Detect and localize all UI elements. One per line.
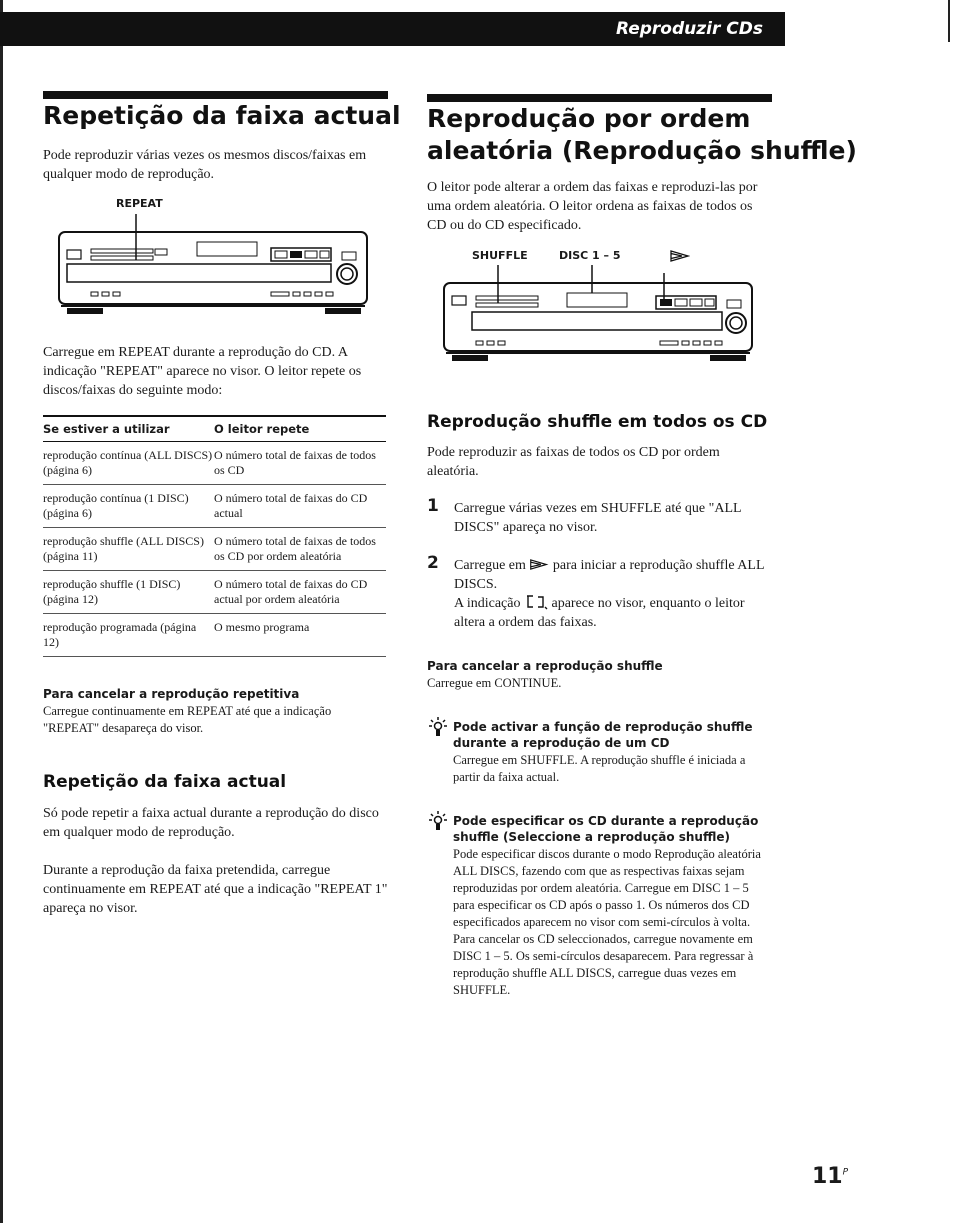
play-icon — [529, 559, 549, 570]
page-edge-right — [948, 0, 950, 42]
disc-button-label: DISC 1 – 5 — [559, 249, 621, 262]
table-cell-repeats: O mesmo programa — [214, 614, 386, 657]
section-header-bar — [0, 12, 785, 46]
tip-lightbulb-icon — [429, 810, 447, 832]
play-icon — [670, 250, 690, 262]
repeat-current-track-text-1: Só pode repetir a faixa actual durante a reprodução do disco em qualquer modo de reprodução. — [43, 806, 379, 840]
table-cell-repeats: O número total de faixas do CD actual — [214, 485, 386, 528]
step-2-number: 2 — [427, 553, 439, 573]
shuffle-all-heading: Reprodução shuffle em todos os CD — [427, 412, 768, 432]
shuffle-button-label: SHUFFLE — [472, 249, 528, 262]
table-row — [43, 528, 386, 571]
right-section-title-line1: Reprodução por ordem — [427, 104, 751, 133]
repeat-mode-table — [43, 415, 386, 657]
repeat-current-track-heading: Repetição da faixa actual — [43, 772, 287, 792]
cancel-shuffle-text: Carregue em CONTINUE. — [427, 676, 562, 690]
tip-2-text: Pode especificar discos durante o modo Reprodução aleatória ALL DISCS, fazendo com que as respectivas faixas sejam reproduzidas por ordem aleatória. Carregue em DISC 1 – 5 para especificar os CD após o passo 1. Os números dos CD especificados aparecem no visor com semi-círculos à volta. Para cancelar os CD seleccionados, carregue novamente em DISC 1 – 5. Os semi-círculos desaparecem. Para regressar à reprodução shuffle ALL DISCS, carregue duas vezes em SHUFFLE. — [453, 847, 761, 997]
tip-2-heading: Pode especificar os CD durante a reprodução shuffle (Seleccione a reprodução shuffle) — [453, 814, 759, 844]
cancel-repeat-heading: Para cancelar a reprodução repetitiva — [43, 687, 300, 701]
repeat-instruction-text: Carregue em REPEAT durante a reprodução do CD. A indicação "REPEAT" aparece no visor. O leitor repete os discos/faixas do seguinte modo: — [43, 345, 362, 398]
left-section-title: Repetição da faixa actual — [43, 101, 401, 130]
tip-1-heading: Pode activar a função de reprodução shuffle durante a reprodução de um CD — [453, 720, 753, 750]
cd-player-illustration-shuffle — [442, 263, 754, 371]
table-row — [43, 571, 386, 614]
section-title: Reproduzir CDs — [615, 19, 763, 39]
step-2-indication-b: aparece no visor, enquanto o leitor altera a ordem das faixas. — [454, 596, 745, 630]
table-cell-mode: reprodução contínua (ALL DISCS) (página 6) — [43, 442, 214, 485]
step-2-text-b: para iniciar a reprodução shuffle ALL DISCS. — [454, 558, 764, 592]
table-cell-mode: reprodução programada (página 12) — [43, 614, 214, 657]
table-header-repeats: O leitor repete — [214, 416, 386, 442]
table-cell-repeats: O número total de faixas de todos os CD por ordem aleatória — [214, 528, 386, 571]
left-title-rule — [43, 91, 388, 99]
step-2-indication — [454, 594, 774, 632]
table-header-mode: Se estiver a utilizar — [43, 416, 214, 442]
shuffle-intro-text: O leitor pode alterar a ordem das faixas e reproduzi-las por uma ordem aleatória. O leitor ordena as faixas de todos os CD ou do CD especificado. — [427, 180, 758, 233]
table-row — [43, 442, 386, 485]
step-2-text-a: Carregue em — [454, 558, 526, 573]
shuffle-all-intro: Pode reproduzir as faixas de todos os CD por ordem aleatória. — [427, 445, 720, 479]
repeat-button-label: REPEAT — [116, 197, 163, 210]
cancel-shuffle-heading: Para cancelar a reprodução shuffle — [427, 659, 663, 673]
table-cell-mode: reprodução contínua (1 DISC) (página 6) — [43, 485, 214, 528]
shuffle-indicator-icon — [524, 594, 548, 610]
tip-lightbulb-icon — [429, 716, 447, 738]
tip-1-text: Carregue em SHUFFLE. A reprodução shuffle é iniciada a partir da faixa actual. — [453, 753, 746, 784]
table-row — [43, 485, 386, 528]
page-number-value: 11 — [812, 1164, 843, 1189]
step-1-text: Carregue várias vezes em SHUFFLE até que "ALL DISCS" apareça no visor. — [454, 501, 742, 535]
cancel-repeat-text: Carregue continuamente em REPEAT até que a indicação "REPEAT" desapareça do visor. — [43, 704, 332, 735]
table-cell-repeats: O número total de faixas de todos os CD — [214, 442, 386, 485]
page-number-suffix: P — [842, 1167, 849, 1178]
step-2-indication-a: A indicação — [454, 596, 521, 611]
table-row — [43, 614, 386, 657]
table-cell-mode: reprodução shuffle (1 DISC) (página 12) — [43, 571, 214, 614]
step-2-text — [454, 556, 774, 594]
left-intro-text: Pode reproduzir várias vezes os mesmos discos/faixas em qualquer modo de reprodução. — [43, 148, 367, 182]
table-cell-mode: reprodução shuffle (ALL DISCS) (página 11) — [43, 528, 214, 571]
repeat-current-track-text-2: Durante a reprodução da faixa pretendida, carregue continuamente em REPEAT até que a indicação "REPEAT 1" apareça no visor. — [43, 863, 388, 916]
right-title-rule — [427, 94, 772, 102]
step-1-number: 1 — [427, 496, 439, 516]
page-edge-left — [0, 0, 3, 1223]
right-section-title-line2: aleatória (Reprodução shuffle) — [427, 136, 857, 165]
table-cell-repeats: O número total de faixas do CD actual por ordem aleatória — [214, 571, 386, 614]
cd-player-illustration-repeat — [57, 212, 369, 324]
page-number — [812, 1164, 848, 1189]
